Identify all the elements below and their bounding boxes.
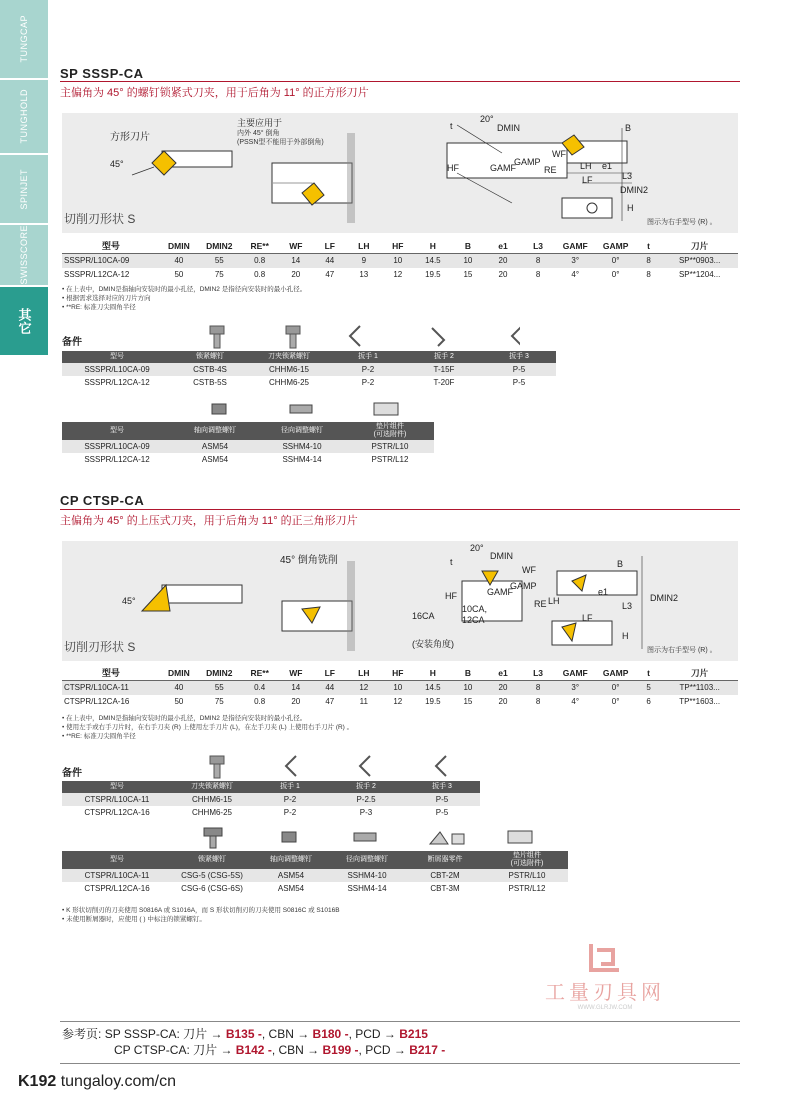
reference-pages: 参考页: SP SSSP-CA: 刀片 → B135 -, CBN → B180 -, PCD → B215 CP CTSP-CA: 刀片 → B142 -, CBN → B199 -, PCD → B217 -: [62, 1027, 446, 1057]
table-cell: 44: [313, 681, 347, 695]
column-header: e1: [485, 238, 521, 254]
table-cell: 8: [535, 697, 541, 706]
table-cell: P-2.5: [328, 793, 404, 806]
holder-screw-icon: [286, 326, 300, 348]
table-cell: ASM54: [172, 440, 258, 453]
table-cell: CTSPR/L12CA-16: [84, 808, 150, 817]
angle-label: 45°: [122, 596, 136, 606]
wrench-2-icon: [432, 328, 444, 346]
table-row: [62, 681, 738, 695]
radial-screw-icon: [354, 833, 376, 841]
column-header: WF: [279, 238, 313, 254]
column-header: 型号: [62, 351, 172, 363]
watermark-url: WWW.GLRJW.COM: [577, 1005, 633, 1011]
note-line: • **RE: 标准刀尖圆角半径: [62, 304, 136, 311]
page-number: K192: [18, 1073, 57, 1090]
table-row: [62, 376, 556, 389]
table-cell: 8: [521, 681, 555, 695]
table-cell: P-5: [482, 363, 556, 376]
right-hand-note: 图示为右手型号 (R) 。: [647, 647, 717, 654]
section2-footnotes: [62, 906, 340, 924]
section1-drawing: [62, 113, 738, 233]
table-cell: CBT-3M: [430, 884, 460, 893]
table-cell: PSTR/L10: [486, 869, 568, 882]
table-cell: CSG-5 (CSG-5S): [172, 869, 252, 882]
table-cell: 55: [198, 254, 241, 268]
note-line: • 根据需求选择对应的刀片方向: [62, 295, 151, 302]
dim-h: H: [622, 631, 629, 641]
column-header: DMIN2: [198, 665, 241, 681]
site-link[interactable]: tungaloy.com/cn: [60, 1073, 177, 1090]
table-cell: 10: [381, 254, 415, 268]
table-cell: 8: [521, 254, 555, 268]
table-cell: PSTR/L10: [346, 440, 434, 453]
column-header: 型号: [62, 238, 160, 254]
table-cell: P-2: [283, 808, 297, 817]
column-header: DMIN: [160, 665, 198, 681]
table-cell: 8: [636, 254, 662, 268]
section1-notes: [62, 285, 306, 312]
section1-parts-title: 备件: [62, 337, 82, 348]
table-cell: 19.5: [425, 270, 441, 279]
section2-parts-title: 备件: [62, 768, 82, 779]
section1-divider: [60, 81, 740, 82]
table-cell: CSG-6 (CSG-6S): [181, 884, 243, 893]
table-cell: 0.8: [254, 270, 266, 279]
section2-subtitle: 主偏角为 45° 的上压式刀夹，用于后角为 11° 的正三角形刀片: [60, 515, 358, 527]
main-use-label: 主要应用于: [237, 118, 283, 128]
table-cell: ASM54: [252, 869, 330, 882]
section2-title: CP CTSP-CA: [60, 493, 145, 508]
table-cell: SP**0903...: [661, 254, 738, 268]
table-cell: 20: [498, 697, 508, 706]
main-use-note: (PSSN型不能用于外部倒角): [237, 139, 324, 146]
sidebar-tab-spinjet[interactable]: SPINJET: [0, 155, 48, 223]
table-row: [62, 882, 568, 895]
note-line: • 未使用断屑器时，应使用 ( ) 中标注的锁紧螺钉。: [62, 916, 206, 923]
dim-gamp: GAMP: [514, 157, 541, 167]
table-cell: P-5: [435, 808, 449, 817]
column-header: WF: [279, 665, 313, 681]
cutting-edge-shape: 切削刃形状 S: [64, 212, 136, 226]
watermark-logo-icon: [585, 940, 625, 976]
refs-divider: [60, 1021, 740, 1022]
column-header: DMIN: [160, 238, 198, 254]
column-header: t: [636, 665, 662, 681]
sidebar-tab-tungcap[interactable]: TUNGCAP: [0, 0, 48, 78]
page-footer: [18, 1073, 176, 1091]
section1-parts-icons: [200, 322, 520, 350]
table-cell: 0°: [611, 697, 620, 706]
table-cell: CBT-2M: [404, 869, 486, 882]
table-cell: 8: [646, 270, 651, 279]
column-header: 刀片: [661, 665, 738, 681]
column-header: LH: [347, 665, 381, 681]
column-header: H: [415, 665, 451, 681]
column-header: H: [415, 238, 451, 254]
column-header: B: [451, 665, 485, 681]
table-cell: 14.5: [415, 681, 451, 695]
wrench-3-icon: [436, 756, 446, 776]
column-header: L3: [521, 238, 555, 254]
table-cell: CTSPR/L10CA-11: [62, 869, 172, 882]
column-header: 断屑器零件: [404, 851, 486, 869]
main-use-detail: 内外 45° 倒角: [237, 130, 280, 137]
table-cell: SSSPR/L12CA-12: [84, 378, 150, 387]
refs-label: 参考页:: [62, 1027, 102, 1041]
section2-drawing: [62, 541, 738, 661]
table-cell: T-15F: [406, 363, 482, 376]
table-cell: 5: [636, 681, 662, 695]
column-header: 扳手 1: [330, 351, 406, 363]
dim-dmin: DMIN: [490, 551, 513, 561]
dim-h: H: [627, 203, 634, 213]
dim-l3: L3: [622, 601, 633, 611]
table-cell: 50: [174, 697, 184, 706]
table-cell: 8: [535, 270, 541, 279]
section1-parts2-icons: [200, 400, 420, 420]
column-header: 扳手 1: [252, 781, 328, 793]
column-header: HF: [381, 238, 415, 254]
dim-dmin: DMIN: [497, 123, 520, 133]
table-cell: P-5: [404, 793, 480, 806]
table-cell: 14: [279, 681, 313, 695]
table-header-row: [62, 665, 738, 681]
table-cell: 15: [463, 270, 473, 279]
insert-type-label: 方形刀片: [110, 132, 150, 143]
chamfer-milling-label: 45° 倒角铣削: [280, 555, 338, 566]
column-header: 扳手 2: [406, 351, 482, 363]
table-cell: CSTB-4S: [172, 363, 248, 376]
section1-title: SP SSSP-CA: [60, 66, 144, 81]
dim-20deg: 20°: [470, 543, 484, 553]
dim-lh: LH: [580, 161, 592, 171]
table-cell: 15: [463, 697, 473, 706]
dim-wf: WF: [552, 149, 566, 159]
dim-lf: LF: [582, 613, 593, 623]
table-cell: 20: [485, 254, 521, 268]
table-cell: CTSPR/L12CA-16: [84, 884, 150, 893]
wrench-2-icon: [360, 756, 370, 776]
column-header: GAMF: [555, 238, 595, 254]
table-cell: CHHM6-25: [268, 378, 309, 387]
table-cell: CHHM6-15: [172, 793, 252, 806]
watermark-text: 工量刃具网: [545, 982, 665, 1004]
ref-link[interactable]: B215: [399, 1027, 428, 1041]
table-cell: 0°: [611, 270, 620, 279]
dim-l3: L3: [622, 171, 633, 181]
shim-kit-icon: [508, 831, 532, 843]
table-cell: SSSPR/L10CA-09: [62, 363, 172, 376]
table-cell: 0.8: [241, 254, 279, 268]
column-header: 扳手 2: [328, 781, 404, 793]
sidebar-tab-tunghold[interactable]: TUNGHOLD: [0, 80, 48, 153]
table-cell: 20: [291, 270, 301, 279]
table-cell: 6: [646, 697, 651, 706]
column-header: 轴向调整螺钉: [172, 422, 258, 440]
column-header: t: [636, 238, 662, 254]
table-cell: CTSPR/L12CA-16: [64, 697, 130, 706]
sidebar-tabs: [0, 0, 50, 360]
table-cell: TP**1103...: [661, 681, 738, 695]
table-cell: 10: [381, 681, 415, 695]
table-cell: 3°: [555, 254, 595, 268]
table-cell: 47: [325, 270, 335, 279]
ref-link[interactable]: B217 -: [409, 1043, 446, 1057]
refs-bottom-divider: [60, 1063, 740, 1064]
ref-link[interactable]: B180 -: [312, 1027, 349, 1041]
table-cell: 14.5: [415, 254, 451, 268]
dim-gamp: GAMP: [510, 581, 537, 591]
section1-parts2-table: [62, 422, 434, 466]
table-cell: 13: [359, 270, 369, 279]
dim-t: t: [450, 121, 453, 131]
section1-spec-table: [62, 238, 738, 282]
dim-b: B: [625, 123, 632, 133]
ref-link[interactable]: B142 -: [235, 1043, 272, 1057]
table-cell: T-20F: [433, 378, 455, 387]
section1-parts-table: [62, 351, 556, 389]
table-cell: SSHM4-10: [330, 869, 404, 882]
dim-e1: e1: [602, 161, 613, 171]
table-cell: P-2: [330, 363, 406, 376]
table-cell: 3°: [555, 681, 595, 695]
column-header: 垫片组件 (可选附件): [346, 422, 434, 440]
wrench-3-icon: [512, 326, 520, 346]
table-row: [62, 869, 568, 882]
table-row: [62, 793, 480, 806]
table-cell: 10: [451, 254, 485, 268]
table-cell: 9: [347, 254, 381, 268]
section2-divider: [60, 509, 740, 510]
column-header: 扳手 3: [404, 781, 480, 793]
chipbreaker-icon: [430, 832, 464, 844]
table-row: [62, 440, 434, 453]
table-cell: 75: [214, 697, 224, 706]
column-header: 轴向调整螺钉: [252, 851, 330, 869]
table-row: [62, 268, 738, 282]
table-cell: 20: [485, 681, 521, 695]
section2-parts-icons: [200, 752, 460, 780]
table-cell: P-2: [252, 793, 328, 806]
table-cell: PSTR/L12: [371, 455, 409, 464]
column-header: 型号: [62, 781, 172, 793]
table-row: [62, 806, 480, 819]
table-cell: CTSPR/L10CA-11: [62, 793, 172, 806]
section2-parts2-table: [62, 851, 568, 895]
dim-re: RE: [534, 599, 547, 609]
table-cell: 0.4: [241, 681, 279, 695]
column-header: 刀夹锁紧螺钉: [172, 781, 252, 793]
dim-gamf: GAMF: [487, 587, 513, 597]
dim-gamf: GAMF: [490, 163, 516, 173]
dim-t: t: [450, 557, 453, 567]
table-cell: P-2: [361, 378, 375, 387]
column-header: 型号: [62, 851, 172, 869]
note-line: • 在上表中，DMIN是指轴向安装时的最小孔径，DMIN2 是指径向安装时的最小孔径。: [62, 715, 307, 722]
dim-hf: HF: [447, 163, 459, 173]
note-line: • **RE: 标准刀尖圆角半径: [62, 733, 136, 740]
table-cell: CHHM6-15: [248, 363, 330, 376]
angle-label: 45°: [110, 159, 124, 169]
column-header: 锁紧螺钉: [172, 351, 248, 363]
column-header: RE**: [241, 665, 279, 681]
section2-notes: [62, 714, 353, 741]
table-cell: 19.5: [425, 697, 441, 706]
column-header: 刀夹锁紧螺钉: [248, 351, 330, 363]
table-cell: SSHM4-14: [347, 884, 387, 893]
dim-dmin2: DMIN2: [650, 593, 679, 603]
clamp-screw-icon: [210, 326, 224, 348]
column-header: HF: [381, 665, 415, 681]
table-cell: SSSPR/L12CA-12: [64, 270, 130, 279]
table-cell: SSHM4-10: [258, 440, 346, 453]
table-cell: 10: [451, 681, 485, 695]
column-header: L3: [521, 665, 555, 681]
note-line: • 在上表中，DMIN是指轴向安装时的最小孔径，DMIN2 是指径向安装时的最小孔径。: [62, 286, 307, 293]
table-cell: TP**1603...: [679, 697, 721, 706]
column-header: GAMP: [595, 238, 635, 254]
right-hand-note: 图示为右手型号 (R) 。: [647, 219, 717, 226]
table-cell: CTSPR/L10CA-11: [62, 681, 160, 695]
column-header: 径向调整螺钉: [330, 851, 404, 869]
axial-screw-icon: [282, 832, 296, 842]
table-cell: CSTB-5S: [193, 378, 227, 387]
ca16-label: 16CA: [412, 611, 435, 621]
column-header: 刀片: [661, 238, 738, 254]
ref-link[interactable]: B135 -: [225, 1027, 262, 1041]
table-cell: P-5: [512, 378, 526, 387]
table-row: [62, 453, 434, 466]
table-cell: 12: [393, 270, 403, 279]
table-cell: 4°: [571, 270, 580, 279]
install-angle-label: (安装角度): [412, 639, 454, 649]
dim-b: B: [617, 559, 624, 569]
table-cell: 20: [498, 270, 508, 279]
sidebar-tab-other[interactable]: 其它: [0, 287, 48, 355]
column-header: RE**: [241, 238, 279, 254]
sidebar-tab-swisscore[interactable]: SWISSCORE: [0, 225, 48, 285]
section2-parts2-icons: [190, 826, 540, 850]
cutting-edge-shape: 切削刃形状 S: [64, 640, 136, 654]
column-header: GAMF: [555, 665, 595, 681]
table-cell: 4°: [571, 697, 580, 706]
column-header: LF: [313, 665, 347, 681]
table-row: [62, 695, 738, 709]
ref-link[interactable]: B199 -: [322, 1043, 359, 1057]
section2-spec-table: [62, 665, 738, 709]
dim-lh: LH: [548, 596, 560, 606]
section1-diagram: [62, 113, 738, 233]
section1-subtitle: 主偏角为 45° 的螺钉锁紧式刀夹，用于后角为 11° 的正方形刀片: [60, 87, 369, 99]
table-header-row: [62, 238, 738, 254]
dim-lf: LF: [582, 175, 593, 185]
table-cell: 47: [325, 697, 335, 706]
table-row: [62, 254, 738, 268]
column-header: 径向调整螺钉: [258, 422, 346, 440]
wrench-1-icon: [286, 756, 296, 776]
table-cell: SSSPR/L12CA-12: [84, 455, 150, 464]
dim-e1: e1: [598, 587, 609, 597]
column-header: e1: [485, 665, 521, 681]
dim-re: RE: [544, 165, 557, 175]
column-header: 扳手 3: [482, 351, 556, 363]
watermark: [540, 940, 670, 1011]
section2-parts-table: [62, 781, 480, 819]
table-cell: SSSPR/L10CA-09: [62, 254, 160, 268]
table-cell: SP**1204...: [678, 270, 721, 279]
table-cell: 11: [359, 697, 368, 706]
wrench-1-icon: [350, 326, 360, 346]
table-cell: P-3: [359, 808, 373, 817]
ca12-label: 12CA: [462, 615, 485, 625]
table-cell: 75: [214, 270, 224, 279]
column-header: DMIN2: [198, 238, 241, 254]
column-header: 锁紧螺钉: [172, 851, 252, 869]
radial-screw-icon: [290, 405, 312, 413]
table-cell: 40: [160, 681, 198, 695]
ca10-label: 10CA,: [462, 604, 488, 614]
table-cell: 14: [279, 254, 313, 268]
table-cell: 0°: [595, 254, 635, 268]
column-header: 型号: [62, 422, 172, 440]
column-header: LH: [347, 238, 381, 254]
column-header: 垫片组件 (可选附件): [486, 851, 568, 869]
table-cell: SSSPR/L10CA-09: [62, 440, 172, 453]
holder-screw-icon: [210, 756, 224, 778]
dim-wf: WF: [522, 565, 536, 575]
column-header: B: [451, 238, 485, 254]
section2-diagram: [62, 541, 738, 661]
table-cell: 55: [198, 681, 241, 695]
table-cell: CHHM6-25: [191, 808, 232, 817]
column-header: 型号: [62, 665, 160, 681]
table-cell: PSTR/L12: [508, 884, 546, 893]
table-cell: 44: [313, 254, 347, 268]
table-row: [62, 363, 556, 376]
table-cell: 0°: [595, 681, 635, 695]
note-line: • 使用左手或右手刀片时，在右手刀夹 (R) 上使用左手刀片 (L)，在左手刀夹 (L) 上使用右手刀片 (R) 。: [62, 724, 354, 731]
column-header: LF: [313, 238, 347, 254]
table-cell: 40: [160, 254, 198, 268]
table-cell: ASM54: [277, 884, 305, 893]
table-cell: 12: [393, 697, 403, 706]
table-cell: 12: [347, 681, 381, 695]
dim-dmin2: DMIN2: [620, 185, 649, 195]
table-cell: SSHM4-14: [282, 455, 322, 464]
axial-screw-icon: [212, 404, 226, 414]
table-cell: 0.8: [254, 697, 266, 706]
clamp-screw-icon: [204, 828, 222, 848]
dim-hf: HF: [445, 591, 457, 601]
dim-20deg: 20°: [480, 114, 494, 124]
table-cell: ASM54: [201, 455, 229, 464]
column-header: GAMP: [595, 665, 635, 681]
table-cell: 50: [174, 270, 184, 279]
note-line: • K 形状切削刃的刀夹使用 S0816A 或 S1016A，而 S 形状切削刃的刀夹使用 S0816C 或 S1016B: [62, 907, 340, 914]
shim-kit-icon: [374, 403, 398, 415]
table-cell: 20: [291, 697, 301, 706]
